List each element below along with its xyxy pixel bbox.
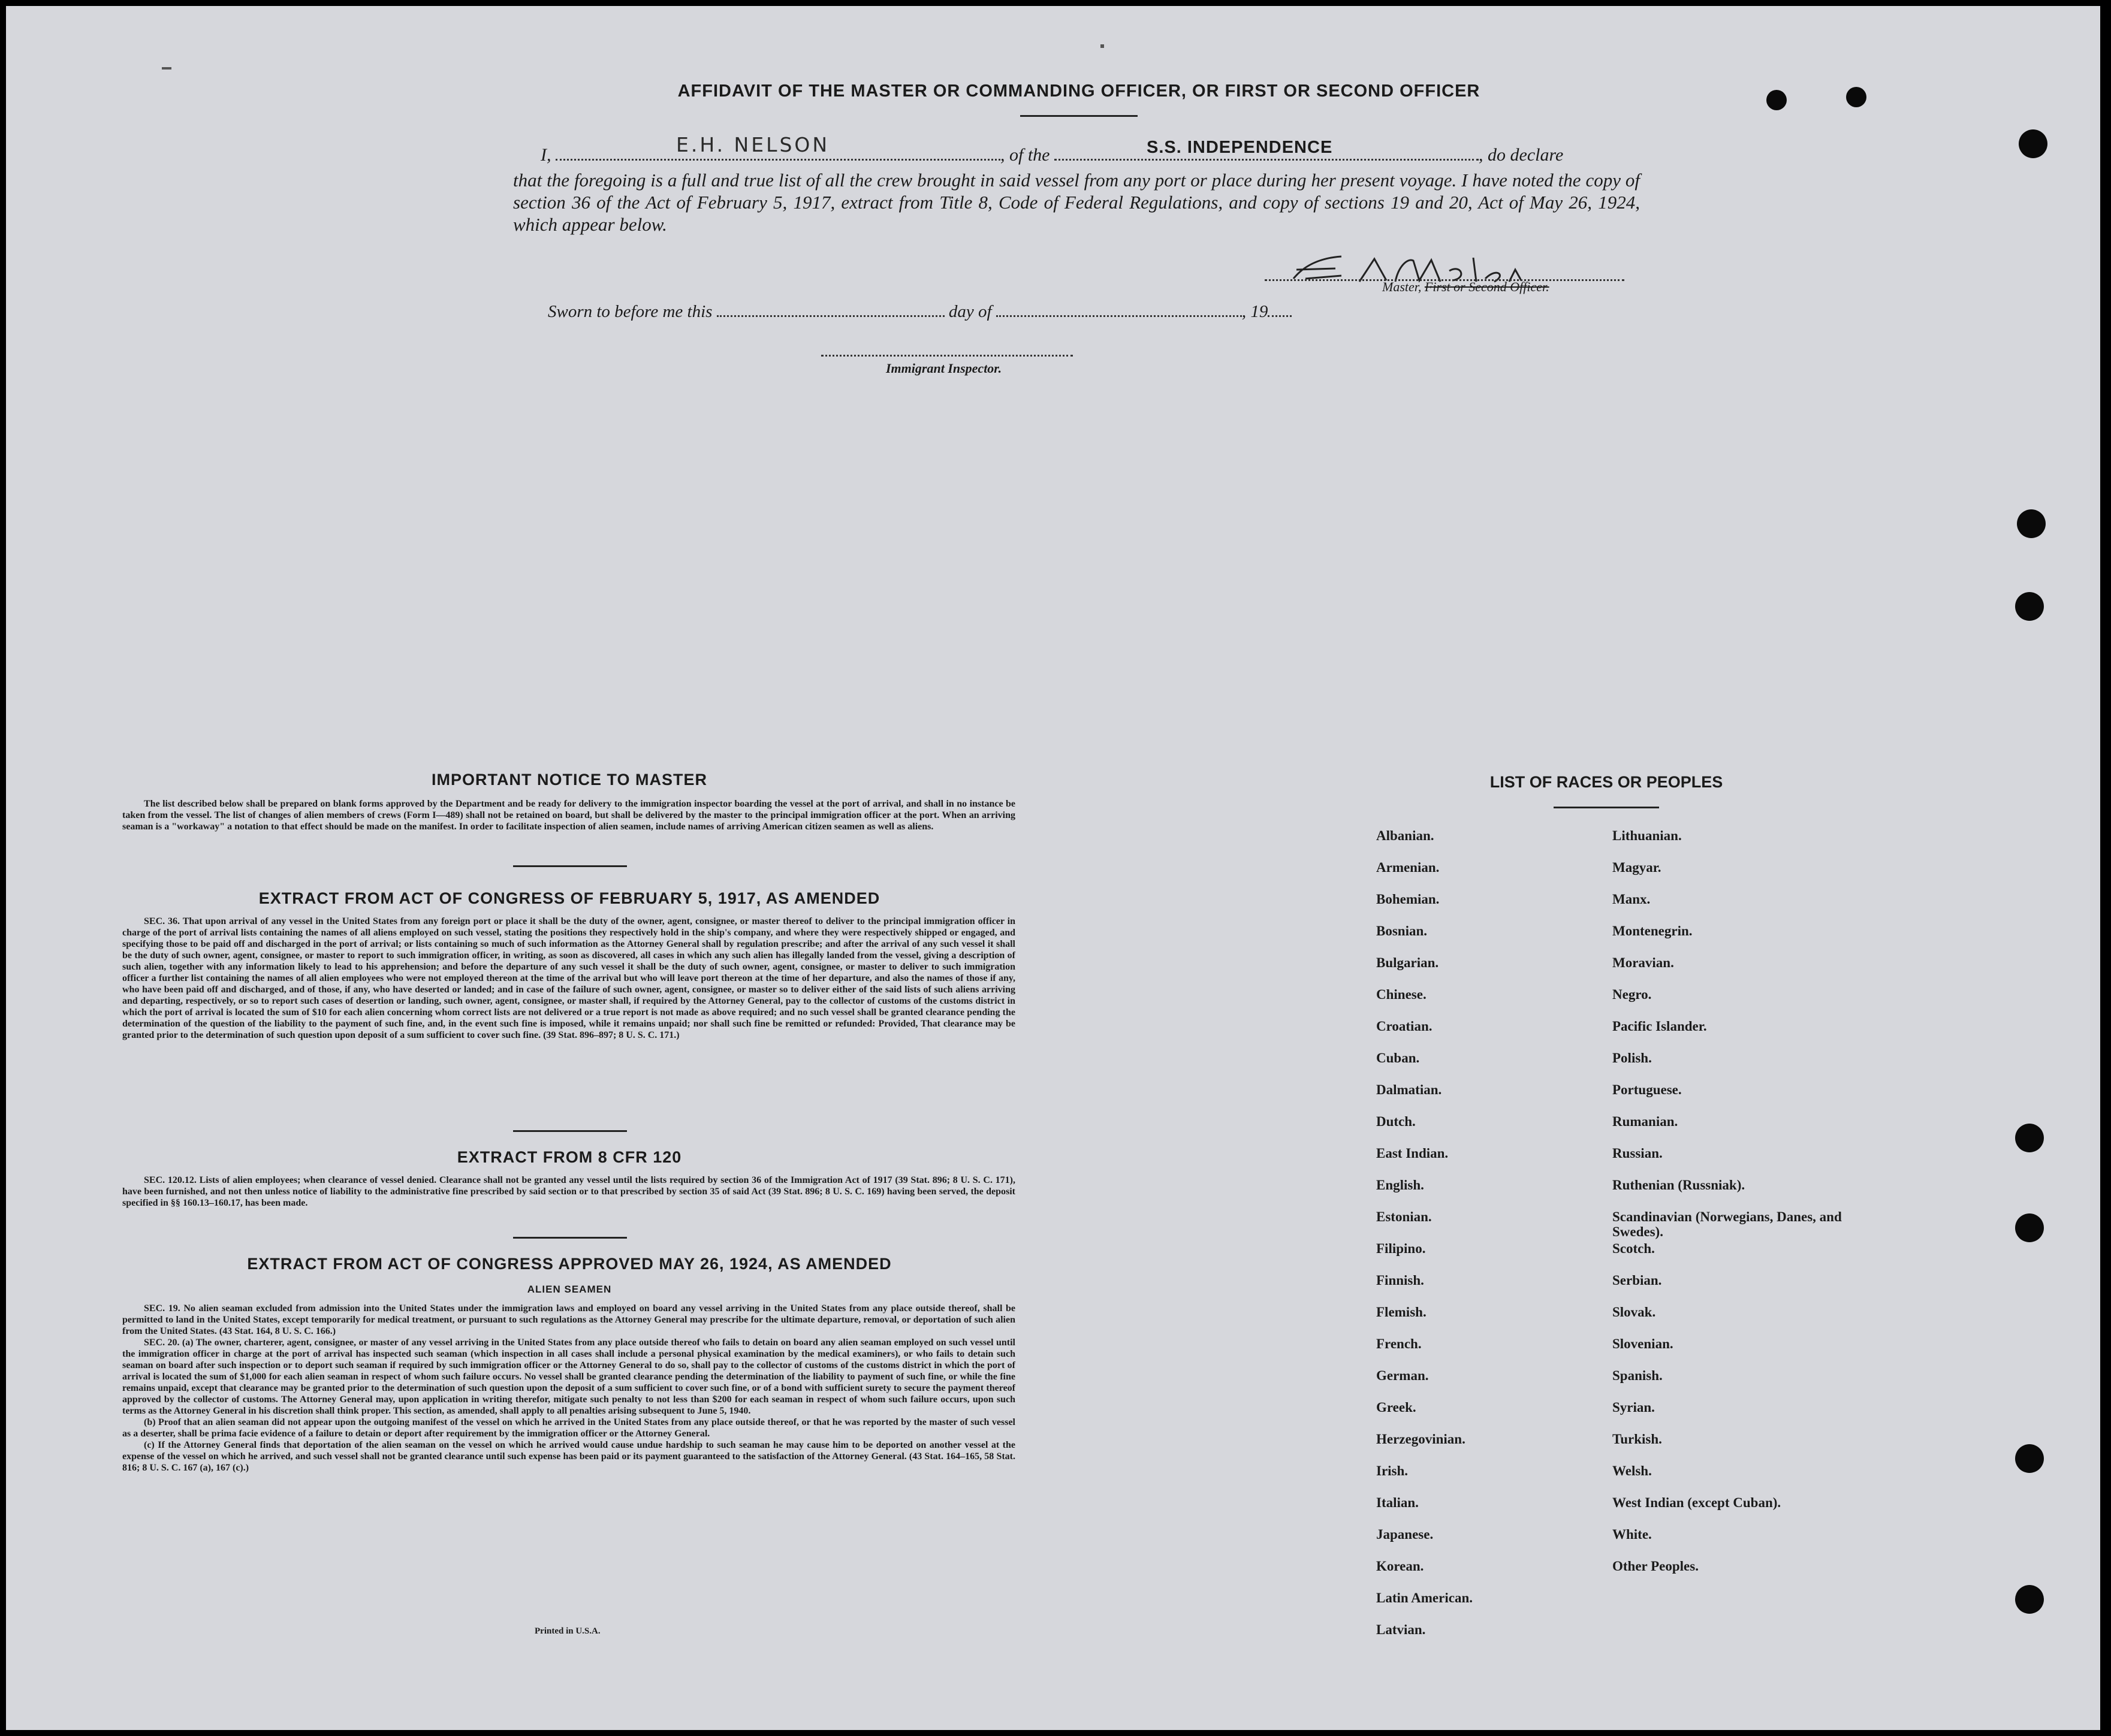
sec-19-paragraph: SEC. 19. No alien seaman excluded from admission into the United States under the immigration laws and employed on board any vessel arriving in the United States from any place outside thereof, shall be permitted to land in the United States, except temporarily for medical treatment, or pursuant to such regulations as the Attorney General may prescribe for the ultimate departure, removal, or deportation of such alien from the United States. (43 Stat. 164, 8 U. S. C. 166.) bbox=[122, 1303, 1015, 1336]
race-item: Moravian. bbox=[1612, 955, 1674, 970]
extract-cfr-title: EXTRACT FROM 8 CFR 120 bbox=[457, 1148, 682, 1166]
race-item: Cuban. bbox=[1376, 1050, 1420, 1065]
section-rule bbox=[513, 1237, 627, 1239]
punch-hole bbox=[2015, 1444, 2044, 1473]
printed-in-label: Printed in U.S.A. bbox=[535, 1626, 601, 1636]
race-item: Russian. bbox=[1612, 1146, 1663, 1161]
caption-struck: First or Second Officer. bbox=[1424, 279, 1549, 294]
race-item: Magyar. bbox=[1612, 860, 1661, 875]
race-item: Turkish. bbox=[1612, 1432, 1662, 1447]
race-item: French. bbox=[1376, 1336, 1422, 1351]
punch-hole bbox=[1846, 87, 1866, 107]
race-item: Flemish. bbox=[1376, 1305, 1427, 1320]
race-item: Italian. bbox=[1376, 1495, 1419, 1510]
of-the-label: , of the bbox=[1000, 145, 1050, 165]
race-item: Dutch. bbox=[1376, 1114, 1416, 1129]
race-item: Portuguese. bbox=[1612, 1082, 1682, 1097]
inspector-line[interactable] bbox=[821, 352, 1073, 357]
race-item: Negro. bbox=[1612, 987, 1652, 1002]
race-item: Other Peoples. bbox=[1612, 1559, 1699, 1574]
race-item: Croatian. bbox=[1376, 1019, 1433, 1034]
race-item: Latin American. bbox=[1376, 1590, 1473, 1605]
punch-hole bbox=[2015, 1585, 2044, 1614]
race-item: Montenegrin. bbox=[1612, 923, 1693, 938]
sworn-label: Sworn to before me this bbox=[548, 302, 713, 321]
race-item: White. bbox=[1612, 1527, 1652, 1542]
scan-speck bbox=[1100, 44, 1104, 48]
race-item: Bohemian. bbox=[1376, 892, 1440, 907]
race-item: Spanish. bbox=[1612, 1368, 1663, 1383]
inspector-caption: Immigrant Inspector. bbox=[886, 361, 1002, 376]
race-item: Latvian. bbox=[1376, 1622, 1426, 1637]
extract-1924-body bbox=[122, 1303, 1015, 1474]
sworn-month-field[interactable] bbox=[996, 313, 1242, 317]
race-item: Dalmatian. bbox=[1376, 1082, 1442, 1097]
punch-hole bbox=[2015, 1213, 2044, 1242]
punch-hole bbox=[2017, 509, 2046, 538]
punch-hole bbox=[2015, 1124, 2044, 1152]
extract-1924-title: EXTRACT FROM ACT OF CONGRESS APPROVED MAY 26, 1924, AS AMENDED bbox=[247, 1255, 892, 1273]
race-item: Chinese. bbox=[1376, 987, 1427, 1002]
race-item: Welsh. bbox=[1612, 1463, 1652, 1478]
races-right-column bbox=[1612, 828, 1876, 1590]
race-item: Polish. bbox=[1612, 1050, 1652, 1065]
race-item: Finnish. bbox=[1376, 1273, 1424, 1288]
race-item: East Indian. bbox=[1376, 1146, 1449, 1161]
race-item: Bosnian. bbox=[1376, 923, 1428, 938]
race-item: Scandinavian (Norwegians, Danes, and Swedes). bbox=[1612, 1209, 1842, 1239]
notice-body bbox=[122, 798, 1015, 832]
caption-master: Master, bbox=[1382, 279, 1422, 294]
declarant-name: E.H. NELSON bbox=[676, 133, 830, 156]
races-title: LIST OF RACES OR PEOPLES bbox=[1489, 773, 1723, 791]
punch-hole bbox=[2019, 129, 2047, 158]
race-item: Korean. bbox=[1376, 1559, 1424, 1574]
i-label: I, bbox=[541, 145, 551, 165]
affidavit-title: AFFIDAVIT OF THE MASTER OR COMMANDING OFFICER, OR FIRST OR SECOND OFFICER bbox=[677, 81, 1480, 101]
race-item: Pacific Islander. bbox=[1612, 1019, 1707, 1034]
name-field[interactable] bbox=[556, 156, 1000, 161]
race-item: Scotch. bbox=[1612, 1241, 1655, 1256]
race-item: Japanese. bbox=[1376, 1527, 1434, 1542]
sworn-year-field[interactable] bbox=[1268, 313, 1292, 317]
race-item: Ruthenian (Russniak). bbox=[1612, 1178, 1745, 1192]
title-rule bbox=[1020, 115, 1138, 117]
section-rule bbox=[513, 865, 627, 867]
day-of-label: day of bbox=[948, 302, 992, 321]
punch-hole bbox=[2015, 592, 2044, 621]
race-item: Greek. bbox=[1376, 1400, 1416, 1415]
races-left-column bbox=[1376, 828, 1592, 1654]
race-item: Bulgarian. bbox=[1376, 955, 1439, 970]
races-rule bbox=[1554, 807, 1659, 808]
race-item: Filipino. bbox=[1376, 1241, 1426, 1256]
punch-hole bbox=[1766, 90, 1787, 110]
race-item: Slovak. bbox=[1612, 1305, 1656, 1320]
sec-20b-paragraph: (b) Proof that an alien seaman did not appear upon the outgoing manifest of the vessel on which he arrived in the United States from any place outside thereof, or that he was reported by the master of such vessel as a deserter, shall be prima facie evidence of a failure to detain or deport after requirement by the immigration officer or the Attorney General. bbox=[122, 1417, 1015, 1439]
scan-speck bbox=[162, 67, 171, 70]
race-item: Serbian. bbox=[1612, 1273, 1662, 1288]
sworn-day-field[interactable] bbox=[717, 313, 945, 317]
section-rule bbox=[513, 1130, 627, 1132]
race-item: Armenian. bbox=[1376, 860, 1440, 875]
race-item: Lithuanian. bbox=[1612, 828, 1682, 843]
form-sheet bbox=[6, 6, 2100, 1730]
extract-1917-paragraph: SEC. 36. That upon arrival of any vessel in the United States from any foreign port or place it shall be the duty of the owner, agent, consignee, or master thereof to deliver to the principal immigration officer in charge of the port of arrival lists containing the names of all aliens employed on such vessel, stating the positions they respectively hold in the ship's company, and where they were respectively shipped or engaged, and specifying those to be paid off and discharged in the port of arrival; or lists containing so much of such information as the Attorney General shall by regulation prescribe; and after the arrival of any such vessel it shall be the duty of such owner, agent, consignee, or master to report to such immigration officer, in writing, as soon as discovered, all cases in which any such alien has illegally landed from the vessel, giving a description of such alien, together with any information likely to lead to his apprehension; and before the departure of any such vessel it shall be the duty of such owner, agent, consignee, or master to deliver to such immigration officer a further list containing the names of all alien employees who were not employed thereon at the time of the arrival but who will leave port thereon at the time of her departure, and also the names of those if any, who have been paid off and discharged, and of those, if any, who have deserted or landed; and in case of the failure of such owner, agent, consignee, or master so to deliver either of the said lists of such aliens arriving and departing, respectively, or so to report such cases of desertion or landing, such owner, agent, consignee, or master shall, if required by the Attorney General, pay to the collector of customs of the customs district in which the port of arrival is located the sum of $10 for each alien concerning whom correct lists are not delivered or a true report is not made as above required; and no such vessel shall be granted clearance pending the determination of the question of the liability to the payment of such fine, and, in the event such fine is imposed, while it remains unpaid; nor shall such fine be remitted or refunded: Provided, That clearance may be granted prior to the determination of such question upon deposit of a sum sufficient to cover such fine. (39 Stat. 896–897; 8 U. S. C. 171.) bbox=[122, 916, 1015, 1040]
alien-seamen-subtitle: ALIEN SEAMEN bbox=[527, 1284, 612, 1295]
declaration-text: that the foregoing is a full and true list of all the crew brought in said vessel from any port or place during her present voyage. I have noted the copy of section 36 of the Act of February 5, 1917, extract from Title 8, Code of Federal Regulations, and copy of sections 19 and 20, Act of May 26, 1924, which appear below. bbox=[513, 170, 1640, 235]
year-label: , 19 bbox=[1241, 302, 1268, 321]
race-item: English. bbox=[1376, 1178, 1424, 1192]
race-item: Slovenian. bbox=[1612, 1336, 1673, 1351]
race-item: Syrian. bbox=[1612, 1400, 1655, 1415]
sec-20a-paragraph: SEC. 20. (a) The owner, charterer, agent, consignee, or master of any vessel arriving in the United States from any place outside thereof who fails to detain on board any alien seaman employed on such vessel until the immigration officer in charge at the port of arrival has inspected such seaman (which inspection in all cases shall include a personal physical examination by the medical examiners), or who fails to detain such seaman on board after such inspection or to deport such seaman if required by such immigration officer or the Attorney General to do so, shall pay to the collector of customs of the customs district in which the port of arrival is located the sum of $1,000 for each alien seaman in respect of whom such failure occurs. No vessel shall be granted clearance pending the determination of the liability to payment of such fine, or while the fine remains unpaid, except that clearance may be granted prior to the determination of such question upon the deposit of a sum sufficient to cover such fine, or of a bond with sufficient surety to secure the payment thereof approved by the collector of customs. The Attorney General may, upon application in writing therefor, mitigate such penalty to not less than $200 for each seaman in respect of whom such failure occurs, upon such terms as the Attorney General in his discretion shall think proper. This section, as amended, shall apply to all penalties arising subsequent to June 5, 1940. bbox=[122, 1338, 1015, 1416]
do-declare-label: , do declare bbox=[1479, 145, 1564, 165]
notice-paragraph: The list described below shall be prepared on blank forms approved by the Department and be ready for delivery to the immigration inspector boarding the vessel at the port of arrival, and shall in no instance be taken from the vessel. The list of changes of alien members of crews (Form I—489) shall not be retained on board, but shall be delivered by the master to the principal immigration officer at the port. When an arriving seaman is a "workaway" a notation to that effect should be made on the manifest. In order to facilitate inspection of alien seamen, include names of arriving American citizen seamen as well as aliens. bbox=[122, 799, 1015, 832]
extract-1917-title: EXTRACT FROM ACT OF CONGRESS OF FEBRUARY 5, 1917, AS AMENDED bbox=[258, 889, 880, 907]
extract-cfr-paragraph: SEC. 120.12. Lists of alien employees; when clearance of vessel denied. Clearance shall not be granted any vessel until the lists required by section 36 of the Immigration Act of 1917 (39 Stat. 896; 8 U. S. C. 171), have been furnished, and not then unless notice of liability to the administrative fine prescribed by said section or to that prescribed by section 35 of said Act (39 Stat. 896; 8 U. S. C. 169) having been served, the deposit specified in §§ 160.13–160.17, has been made. bbox=[122, 1175, 1015, 1208]
race-item: Estonian. bbox=[1376, 1209, 1432, 1224]
vessel-name: S.S. INDEPENDENCE bbox=[1147, 138, 1333, 157]
sworn-line bbox=[548, 302, 1292, 322]
race-item: Rumanian. bbox=[1612, 1114, 1678, 1129]
race-item: Herzegovinian. bbox=[1376, 1432, 1465, 1447]
extract-1917-body bbox=[122, 916, 1015, 1041]
race-item: German. bbox=[1376, 1368, 1429, 1383]
signature-caption bbox=[1382, 279, 1549, 295]
notice-title: IMPORTANT NOTICE TO MASTER bbox=[432, 771, 707, 789]
extract-cfr-body bbox=[122, 1175, 1015, 1209]
race-item: Irish. bbox=[1376, 1463, 1409, 1478]
race-item: West Indian (except Cuban). bbox=[1612, 1495, 1781, 1510]
race-item: Manx. bbox=[1612, 892, 1651, 907]
sec-20c-paragraph: (c) If the Attorney General finds that deportation of the alien seaman on the vessel on which he arrived would cause undue hardship to such seaman he may cause him to be deported on another vessel at the expense of the vessel on which he arrived, and such vessel shall not be granted clearance until such expense has been paid or its payment guaranteed to the satisfaction of the Attorney General. (43 Stat. 164–165, 58 Stat. 816; 8 U. S. C. 167 (a), 167 (c).) bbox=[122, 1440, 1015, 1473]
race-item: Albanian. bbox=[1376, 828, 1434, 843]
